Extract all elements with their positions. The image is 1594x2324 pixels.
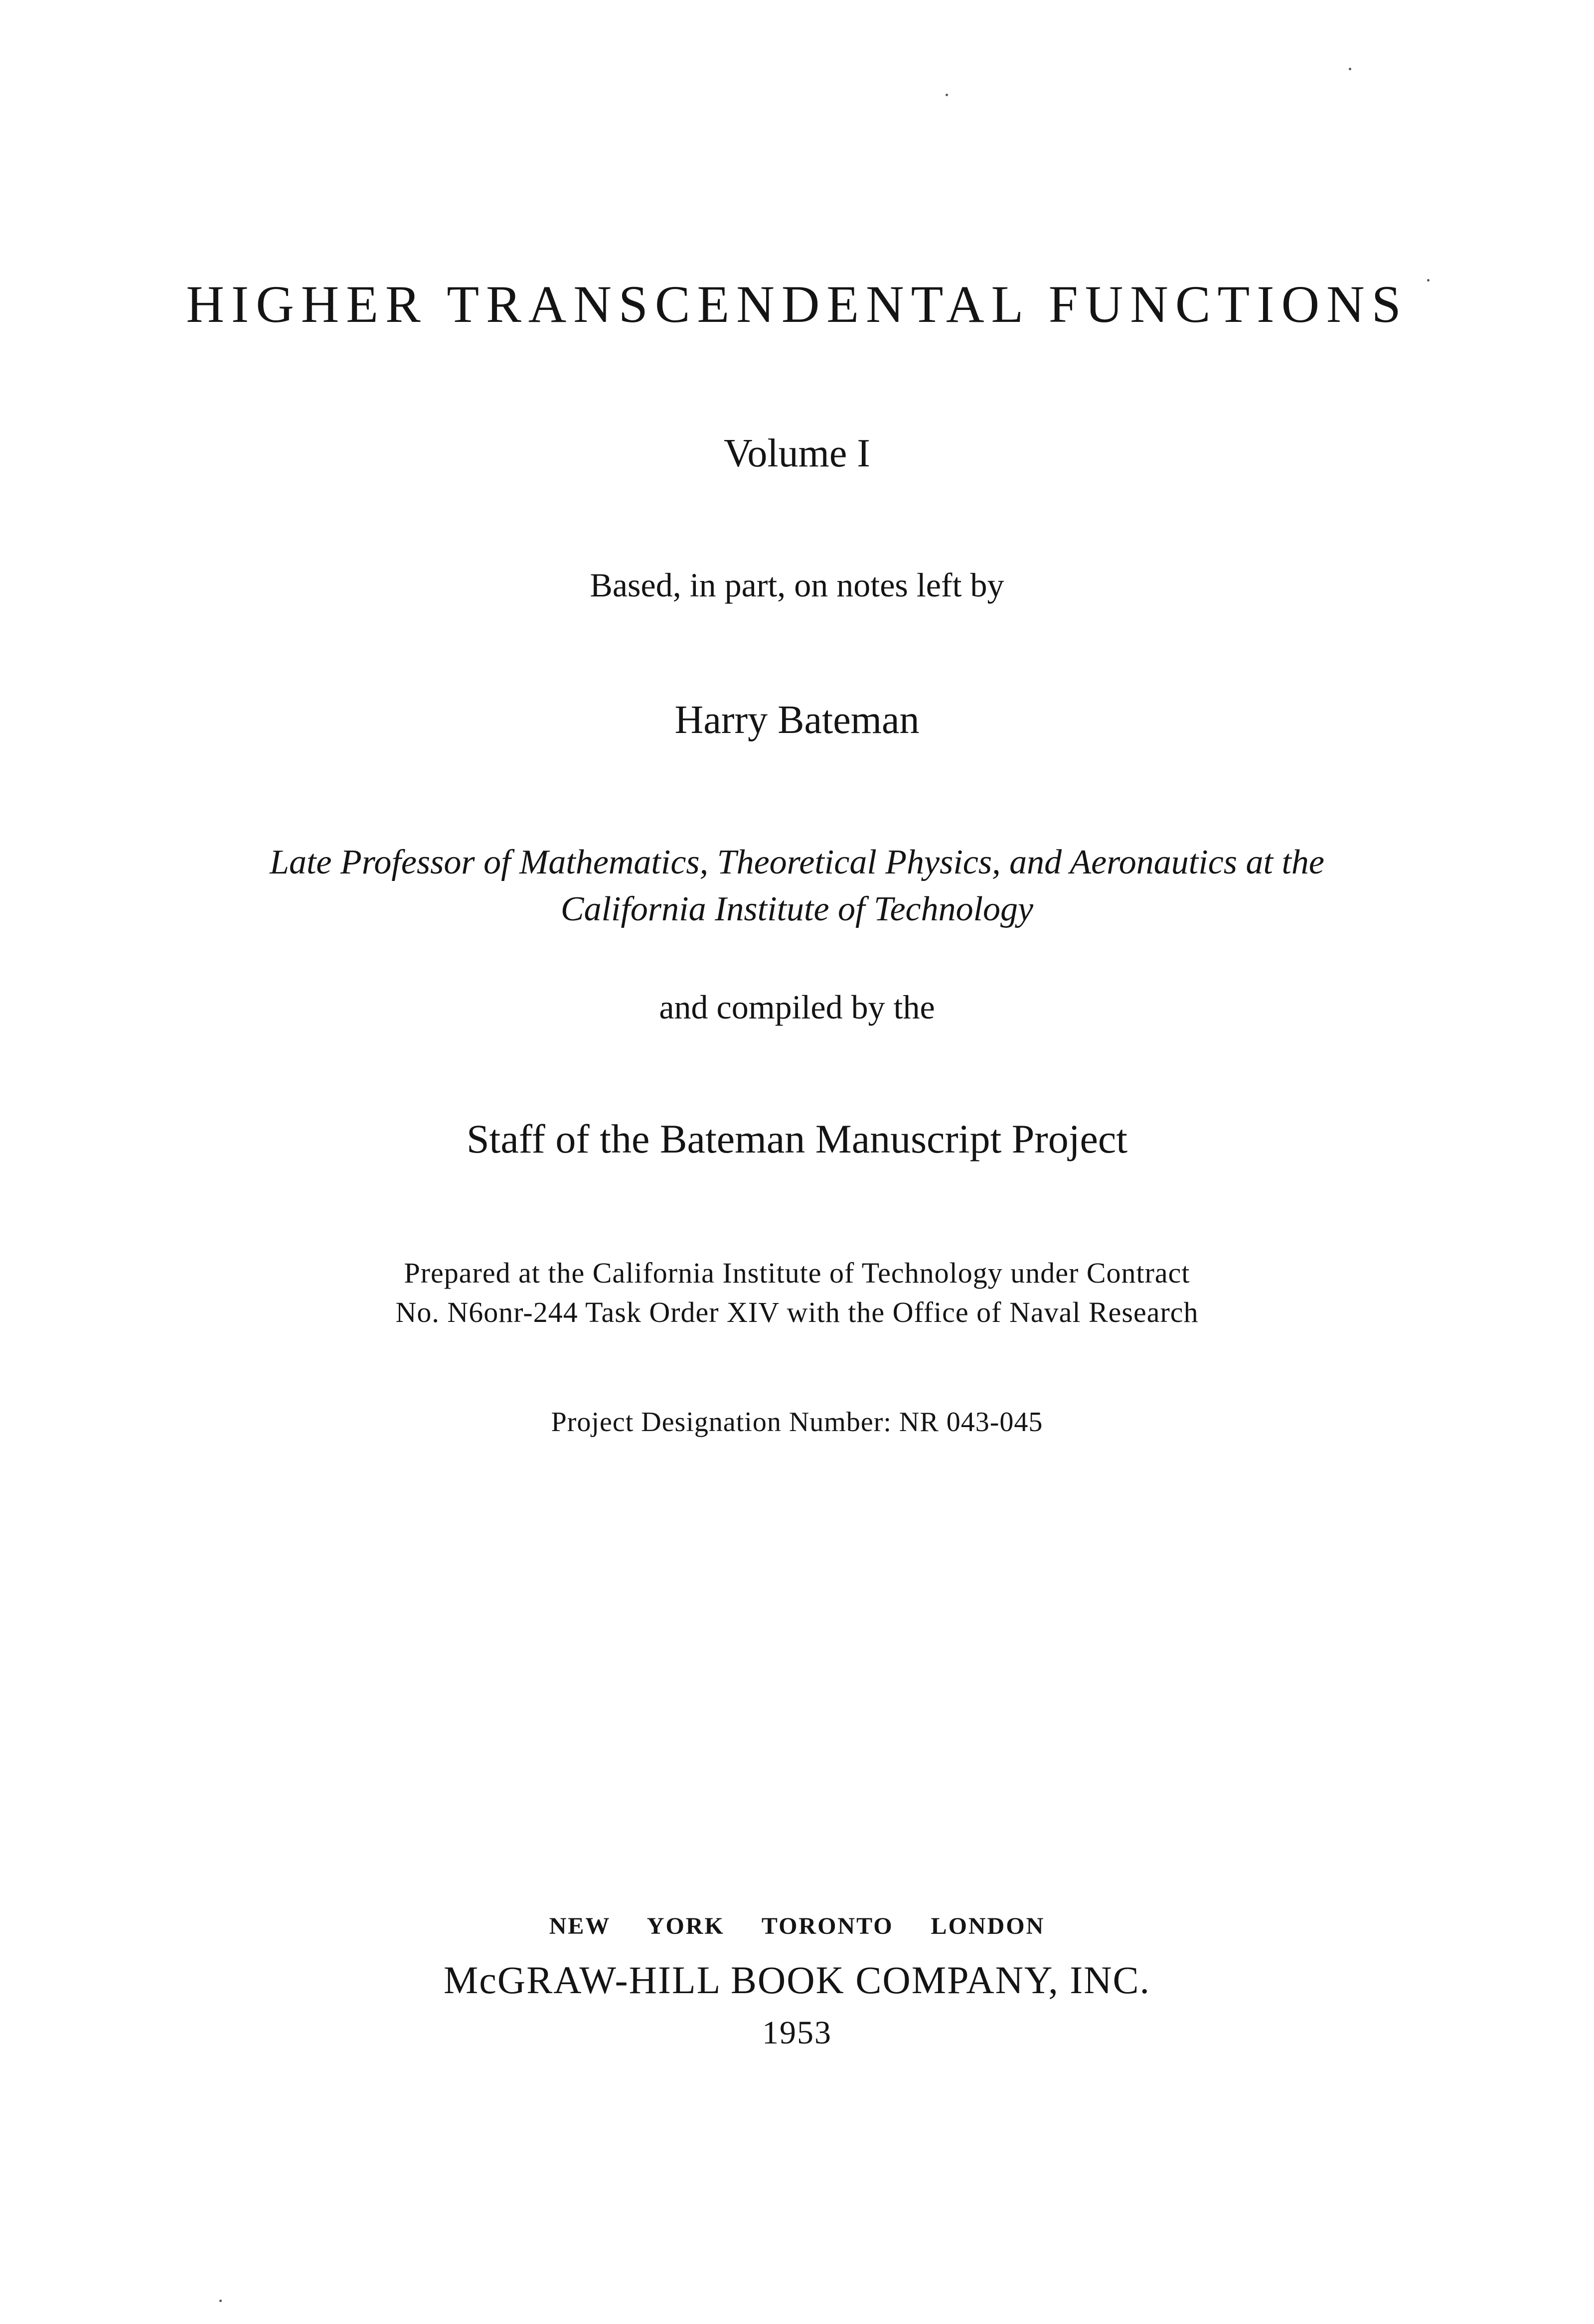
author-name: Harry Bateman <box>674 698 920 742</box>
scan-speck <box>219 2300 222 2302</box>
book-title: HIGHER TRANSCENDENTAL FUNCTIONS <box>186 275 1408 333</box>
prepared-note-line-2: No. N6onr-244 Task Order XIV with the Office of Naval Research <box>395 1296 1199 1328</box>
publisher-name: McGRAW-HILL BOOK COMPANY, INC. <box>443 1958 1151 2002</box>
compiler-name: Staff of the Bateman Manuscript Project <box>466 1116 1128 1162</box>
scan-speck <box>1349 68 1351 70</box>
scan-speck <box>946 94 948 96</box>
based-on-text: Based, in part, on notes left by <box>590 566 1004 604</box>
author-affiliation-line-1: Late Professor of Mathematics, Theoretical Physics, and Aeronautics at the <box>270 843 1324 881</box>
project-designation: Project Designation Number: NR 043-045 <box>551 1407 1043 1438</box>
scan-speck <box>1427 279 1430 282</box>
author-affiliation-line-2: California Institute of Technology <box>560 890 1034 928</box>
prepared-note-line-1: Prepared at the California Institute of Technology under Contract <box>404 1257 1190 1289</box>
compiled-by-text: and compiled by the <box>659 988 935 1026</box>
publisher-cities: NEW YORK TORONTO LONDON <box>549 1913 1045 1939</box>
volume-label: Volume I <box>723 432 871 475</box>
publication-year: 1953 <box>762 2015 832 2051</box>
